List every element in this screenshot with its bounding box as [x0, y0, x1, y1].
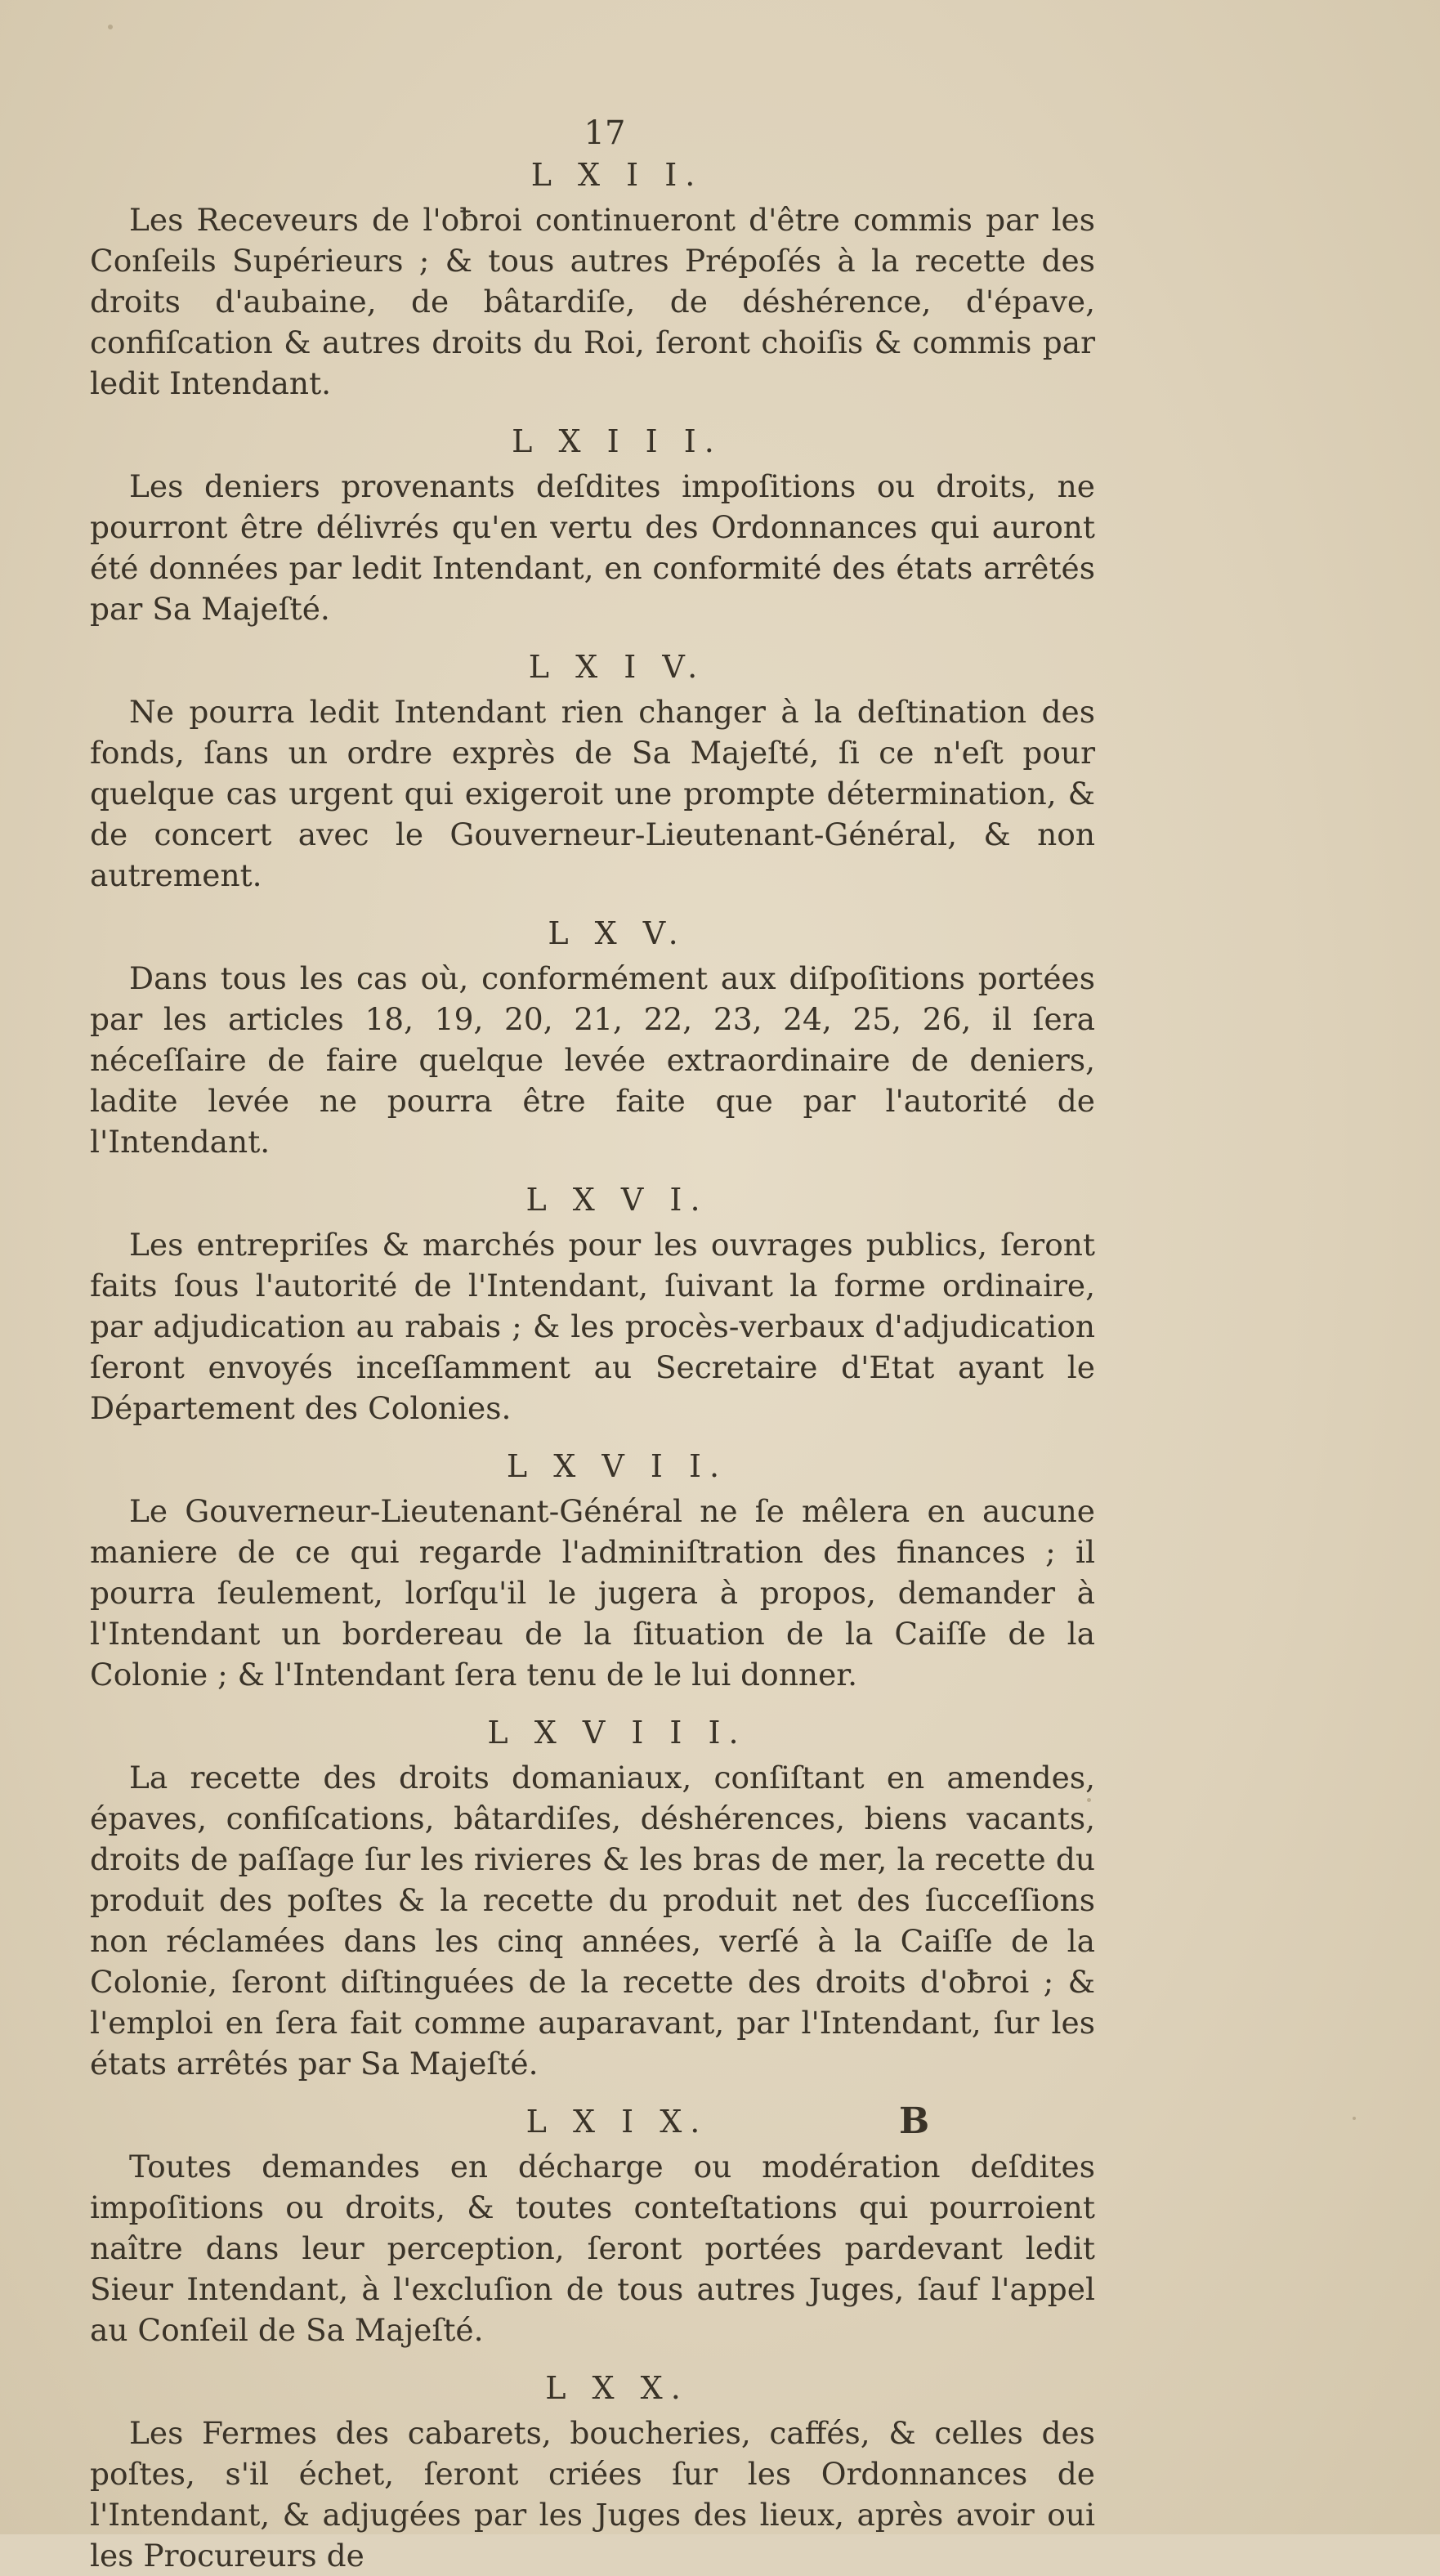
article-title: L X I I I. — [512, 423, 722, 459]
article-text: Toutes demandes en décharge ou modération deſdites impoſitions ou droits, & toutes conteſtations qui pourroient naître dans leur perception, ſeront portées pardevant ledit Sieur Intendant, à l'excluſion de tous autres Juges, ſauf l'appel au Conſeil de Sa Majeſté. — [90, 2149, 1095, 2348]
article-65 — [90, 915, 1095, 1162]
article-text: Les Receveurs de l'oƀroi continueront d'être commis par les Conſeils Supérieurs ; & tous autres Prépoſés à la recette des droits d'aubaine, de bâtardiſe, de déshérence, d'épave, confiſcation & autres droits du Roi, ſeront choiſis & commis par ledit Intendant. — [90, 202, 1095, 401]
article-62 — [90, 157, 1095, 404]
article-63 — [90, 423, 1095, 629]
article-text: La recette des droits domaniaux, conſiſtant en amendes, épaves, confiſcations, bâtardiſes, déshérences, biens vacants, droits de paſſage ſur les rivieres & les bras de mer, la recette du produit des poſtes & la recette du produit net des ſucceſſions non réclamées dans les cinq années, verſé à la Caiſſe de la Colonie, ſeront diſtinguées de la recette des droits d'oƀroi ; & l'emploi en ſera fait comme auparavant, par l'Intendant, ſur les états arrêtés par Sa Majeſté. — [90, 1760, 1095, 2082]
article-64 — [90, 649, 1095, 896]
paper-speck — [1353, 2117, 1356, 2120]
article-68 — [90, 1715, 1095, 2084]
article-70 — [90, 2370, 1095, 2576]
article-66 — [90, 1182, 1095, 1429]
article-text: Les deniers provenants deſdites impoſitions ou droits, ne pourront être délivrés qu'en vertu des Ordonnances qui auront été données par ledit Intendant, en conformité des états arrêtés par Sa Majeſté. — [90, 468, 1095, 627]
paper-speck — [108, 25, 113, 29]
article-title: L X I V. — [528, 649, 706, 685]
article-text: Le Gouverneur-Lieutenant-Général ne ſe mêlera en aucune maniere de ce qui regarde l'adminiſtration des finances ; il pourra ſeulement, lorſqu'il le jugera à propos, demander à l'Intendant un bordereau de la ſituation de la Caiſſe de la Colonie ; & l'Intendant ſera tenu de le lui donner. — [90, 1493, 1095, 1693]
article-67 — [90, 1448, 1095, 1695]
article-title: L X V I. — [525, 1182, 709, 1218]
article-title: L X V. — [548, 915, 686, 951]
article-text: Les Fermes des cabarets, boucheries, caffés, & celles des poſtes, s'il échet, ſeront criées ſur les Ordonnances de l'Intendant, & adjugées par les Juges des lieux, après avoir oui les Procureurs de — [90, 2415, 1095, 2574]
article-text: Ne pourra ledit Intendant rien changer à la deſtination des fonds, ſans un ordre exprès de Sa Majeſté, ſi ce n'eſt pour quelque cas urgent qui exigeroit une prompte détermination, & de concert avec le Gouverneur-Lieutenant-Général, & non autrement. — [90, 694, 1095, 893]
article-title: L X V I I I. — [487, 1715, 747, 1751]
article-text: Les entrepriſes & marchés pour les ouvrages publics, ſeront faits ſous l'autorité de l'Intendant, ſuivant la forme ordinaire, par adjudication au rabais ; & les procès-verbaux d'adjudication ſeront envoyés inceſſamment au Secretaire d'Etat ayant le Département des Colonies. — [90, 1227, 1095, 1426]
article-69 — [90, 2104, 1095, 2350]
article-title: L X I X. — [525, 2104, 709, 2140]
page-number: 17 — [584, 114, 626, 152]
article-title: L X X. — [545, 2370, 689, 2406]
article-title: L X V I I. — [506, 1448, 728, 1484]
article-text: Dans tous les cas où, conformément aux diſpoſitions portées par les articles 18, 19, 20, 21, 22, 23, 24, 25, 26, il ſera néceſſaire de faire quelque levée extraordinaire de deniers, ladite levée ne pourra être faite que par l'autorité de l'Intendant. — [90, 960, 1095, 1160]
signature-mark: B — [899, 2100, 930, 2142]
page-body — [90, 114, 1095, 2576]
article-title: L X I I. — [530, 157, 704, 193]
